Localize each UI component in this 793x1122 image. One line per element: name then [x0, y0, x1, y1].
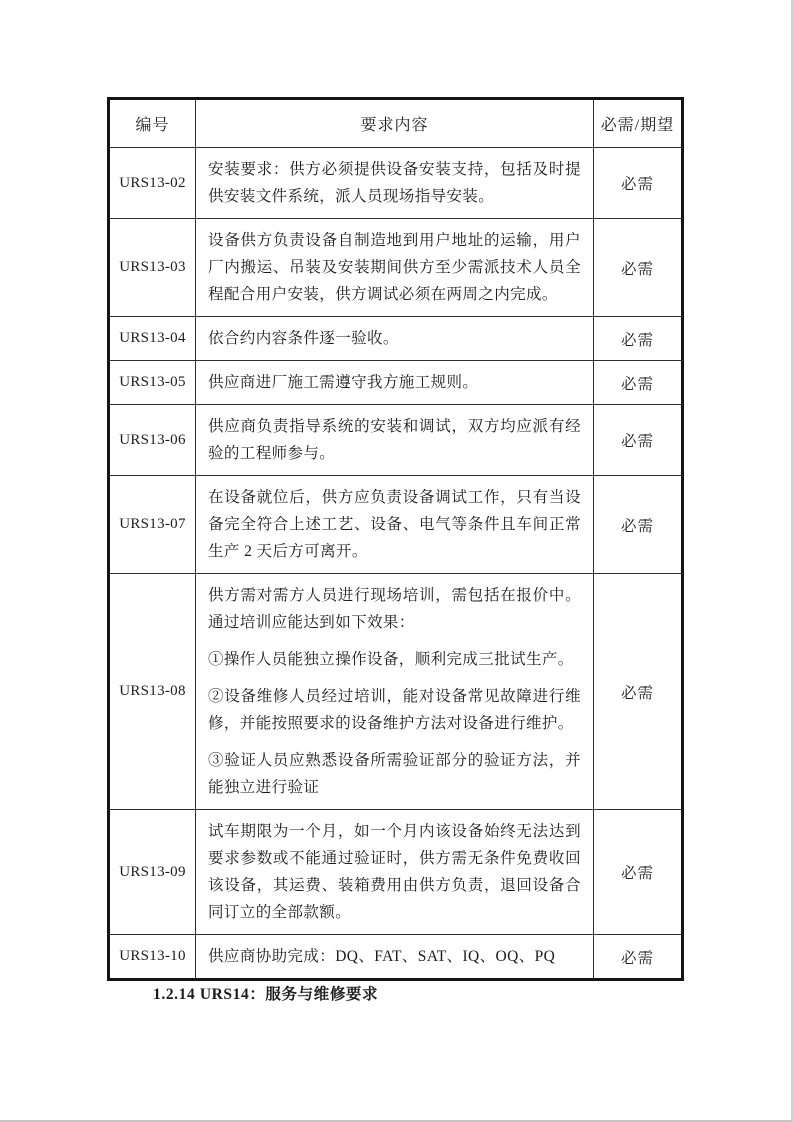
row-requirement: 必需	[594, 476, 683, 574]
row-content	[196, 219, 594, 317]
table-row-urs13-04	[109, 317, 683, 361]
row-id: URS13-03	[109, 219, 196, 317]
row-id: URS13-04	[109, 317, 196, 361]
content-paragraph: 安装要求：供方必须提供设备安装支持，包括及时提供安装文件系统，派人员现场指导安装。	[208, 161, 581, 205]
table-row-urs13-06	[109, 405, 683, 476]
table-body	[109, 148, 683, 980]
row-id: URS13-06	[109, 405, 196, 476]
header-content: 要求内容	[196, 99, 594, 148]
row-requirement: 必需	[594, 317, 683, 361]
table-row-urs13-03	[109, 219, 683, 317]
content-paragraph: 供应商进厂施工需遵守我方施工规则。	[208, 374, 479, 391]
row-id: URS13-09	[109, 810, 196, 935]
row-id: URS13-10	[109, 935, 196, 980]
table-row-urs13-02	[109, 148, 683, 219]
row-content	[196, 405, 594, 476]
content-paragraph: 在设备就位后，供方应负责设备调试工作，只有当设备完全符合上述工艺、设备、电气等条件且车间正常生产 2 天后方可离开。	[208, 489, 581, 560]
content-paragraph: 试车期限为一个月，如一个月内该设备始终无法达到要求参数或不能通过验证时，供方需无条件免费收回该设备，其运费、装箱费用由供方负责，退回设备合同订立的全部款额。	[208, 823, 581, 921]
row-content	[196, 935, 594, 980]
table-row-urs13-10	[109, 935, 683, 980]
row-id: URS13-08	[109, 574, 196, 810]
row-content	[196, 810, 594, 935]
header-id: 编号	[109, 99, 196, 148]
row-id: URS13-05	[109, 361, 196, 405]
content-paragraph: 供应商协助完成：DQ、FAT、SAT、IQ、OQ、PQ	[208, 948, 556, 965]
table-row-urs13-07	[109, 476, 683, 574]
content-paragraph: ②设备维修人员经过培训，能对设备常见故障进行维修，并能按照要求的设备维护方法对设备进行维护。	[208, 688, 581, 732]
row-requirement: 必需	[594, 361, 683, 405]
row-content	[196, 361, 594, 405]
row-id: URS13-02	[109, 148, 196, 219]
row-content	[196, 574, 594, 810]
row-content	[196, 476, 594, 574]
content-paragraph: 供方需对需方人员进行现场培训，需包括在报价中。通过培训应能达到如下效果：	[208, 587, 581, 631]
row-requirement: 必需	[594, 574, 683, 810]
row-requirement: 必需	[594, 935, 683, 980]
table-header-row	[109, 99, 683, 148]
section-heading: 1.2.14 URS14：服务与维修要求	[153, 986, 379, 1003]
row-requirement: 必需	[594, 405, 683, 476]
row-content	[196, 148, 594, 219]
row-content	[196, 317, 594, 361]
row-requirement: 必需	[594, 219, 683, 317]
row-requirement: 必需	[594, 148, 683, 219]
table-row-urs13-05	[109, 361, 683, 405]
content-paragraph: 依合约内容条件逐一验收。	[208, 330, 399, 347]
table-row-urs13-09	[109, 810, 683, 935]
table-row-urs13-08	[109, 574, 683, 810]
content-paragraph: 设备供方负责设备自制造地到用户地址的运输，用户厂内搬运、吊装及安装期间供方至少需派技术人员全程配合用户安装，供方调试必须在两周之内完成。	[208, 232, 581, 303]
row-id: URS13-07	[109, 476, 196, 574]
requirements-table	[107, 97, 684, 981]
content-paragraph: ①操作人员能独立操作设备，顺利完成三批试生产。	[208, 651, 574, 668]
row-requirement: 必需	[594, 810, 683, 935]
content-paragraph: ③验证人员应熟悉设备所需验证部分的验证方法，并能独立进行验证	[208, 752, 581, 796]
content-paragraph: 供应商负责指导系统的安装和调试，双方均应派有经验的工程师参与。	[208, 418, 581, 462]
header-requirement: 必需/期望	[594, 99, 683, 148]
